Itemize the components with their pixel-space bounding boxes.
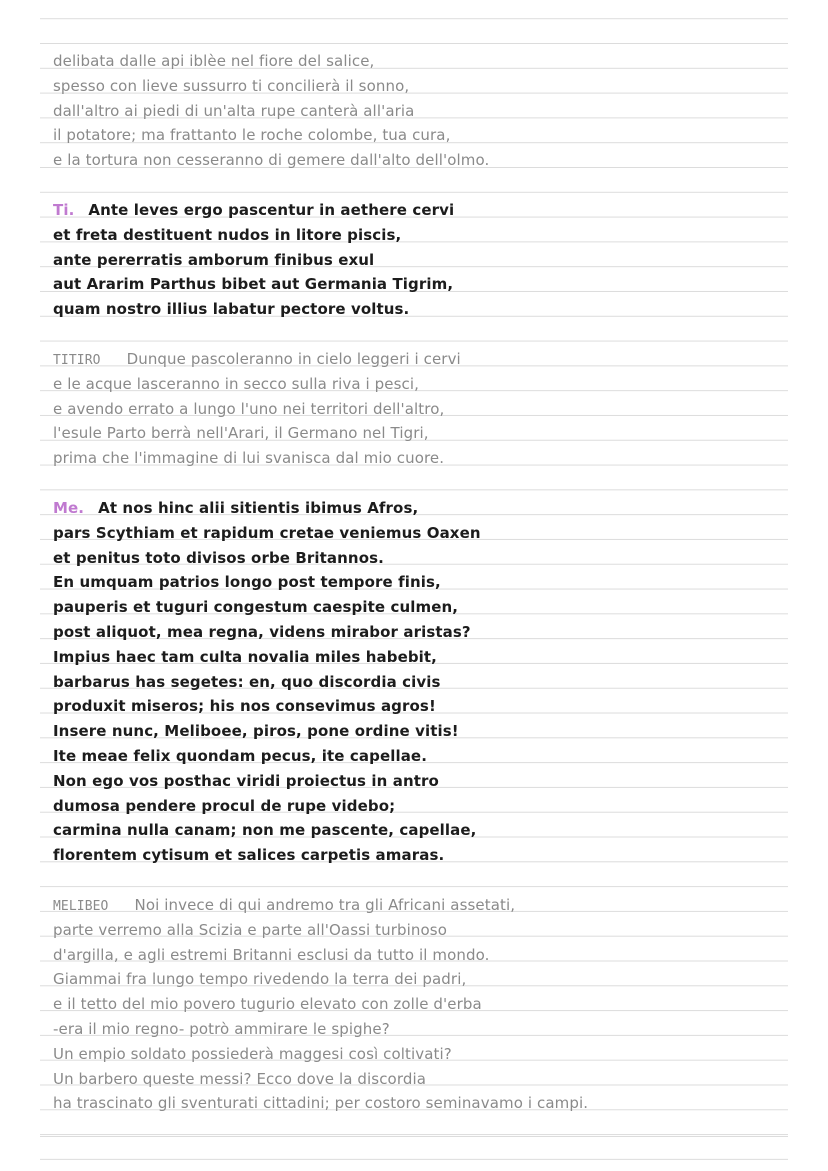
verse-line: En umquam patrios longo post tempore finis, bbox=[53, 573, 441, 592]
verse-line: Un barbero queste messi? Ecco dove la discordia bbox=[53, 1069, 427, 1088]
verse-text: At nos hinc alii sitientis ibimus Afros, bbox=[98, 499, 419, 517]
verse-text: Dunque pascoleranno in cielo leggeri i cervi bbox=[126, 350, 461, 368]
stanza-italian-1 bbox=[53, 49, 489, 173]
margin-left bbox=[0, 0, 40, 1171]
margin-right bbox=[788, 0, 828, 1171]
verse-line: il potatore; ma frattanto le roche colombe, tua cura, bbox=[53, 126, 451, 145]
verse-line: ante pererratis amborum finibus exul bbox=[53, 250, 375, 269]
stanza-latin-meliboeus bbox=[53, 496, 481, 868]
bottom-rule bbox=[40, 1136, 788, 1137]
verse-line: d'argilla, e agli estremi Britanni esclusi da tutto il mondo. bbox=[53, 945, 490, 964]
verse-line: pars Scythiam et rapidum cretae veniemus Oaxen bbox=[53, 523, 481, 542]
verse-line: e il tetto del mio povero tugurio elevato con zolle d'erba bbox=[53, 995, 482, 1014]
verse-line: pauperis et tuguri congestum caespite culmen, bbox=[53, 598, 459, 617]
speaker-label: Ti. bbox=[53, 201, 75, 219]
verse-line: prima che l'immagine di lui svanisca dal mio cuore. bbox=[53, 449, 445, 468]
verse-line: delibata dalle api iblèe nel fiore del salice, bbox=[53, 52, 375, 70]
verse-line: et freta destituent nudos in litore piscis, bbox=[53, 225, 402, 244]
speaker-label: MELIBEO bbox=[53, 899, 109, 914]
top-rule bbox=[40, 43, 788, 44]
verse-line: -era il mio regno- potrò ammirare le spighe? bbox=[53, 1019, 390, 1038]
verse-line: carmina nulla canam; non me pascente, capellae, bbox=[53, 821, 477, 840]
verse-line: quam nostro illius labatur pectore voltus. bbox=[53, 300, 410, 319]
verse-line-first bbox=[53, 347, 461, 372]
verse-line: Giammai fra lungo tempo rivedendo la terra dei padri, bbox=[53, 970, 467, 989]
verse-line: post aliquot, mea regna, videns mirabor aristas? bbox=[53, 622, 471, 641]
stanza-latin-tityrus bbox=[53, 198, 454, 322]
verse-line: Non ego vos posthac viridi proiectus in antro bbox=[53, 771, 439, 790]
verse-line: Ite meae felix quondam pecus, ite capellae. bbox=[53, 746, 427, 765]
verse-line: Impius haec tam culta novalia miles habebit, bbox=[53, 647, 437, 666]
verse-line: aut Ararim Parthus bibet aut Germania Tigrim, bbox=[53, 275, 454, 294]
verse-text: Noi invece di qui andremo tra gli Africani assetati, bbox=[134, 896, 516, 914]
verse-line: e le acque lasceranno in secco sulla riva i pesci, bbox=[53, 374, 419, 393]
verse-line-first bbox=[53, 893, 588, 918]
verse-line: florentem cytisum et salices carpetis amaras. bbox=[53, 846, 445, 865]
verse-line: l'esule Parto berrà nell'Arari, il Germano nel Tigri, bbox=[53, 424, 429, 443]
verse-line: dumosa pendere procul de rupe videbo; bbox=[53, 796, 396, 815]
verse-line: et penitus toto divisos orbe Britannos. bbox=[53, 548, 384, 567]
verse-line: Un empio soldato possiederà maggesi così coltivati? bbox=[53, 1044, 452, 1063]
verse-line: parte verremo alla Scizia e parte all'Oassi turbinoso bbox=[53, 920, 448, 939]
speaker-label: TITIRO bbox=[53, 353, 101, 368]
verse-line: e avendo errato a lungo l'uno nei territori dell'altro, bbox=[53, 399, 445, 418]
verse-text: Ante leves ergo pascentur in aethere cervi bbox=[88, 201, 455, 219]
verse-line: barbarus has segetes: en, quo discordia civis bbox=[53, 672, 441, 691]
verse-line: produxit miseros; his nos consevimus agros! bbox=[53, 697, 436, 716]
verse-line: dall'altro ai piedi di un'alta rupe canterà all'aria bbox=[53, 101, 415, 120]
verse-line-first bbox=[53, 496, 481, 521]
verse-line-first bbox=[53, 198, 454, 223]
speaker-label: Me. bbox=[53, 499, 85, 517]
verse-line: ha trascinato gli sventurati cittadini; per costoro seminavamo i campi. bbox=[53, 1094, 589, 1113]
stanza-italian-titiro bbox=[53, 347, 461, 471]
verse-line: spesso con lieve sussurro ti concilierà il sonno, bbox=[53, 76, 410, 95]
verse-line: Insere nunc, Meliboee, piros, pone ordine vitis! bbox=[53, 722, 459, 741]
stanza-italian-melibeo bbox=[53, 893, 588, 1116]
verse-line: e la tortura non cesseranno di gemere dall'alto dell'olmo. bbox=[53, 151, 490, 170]
